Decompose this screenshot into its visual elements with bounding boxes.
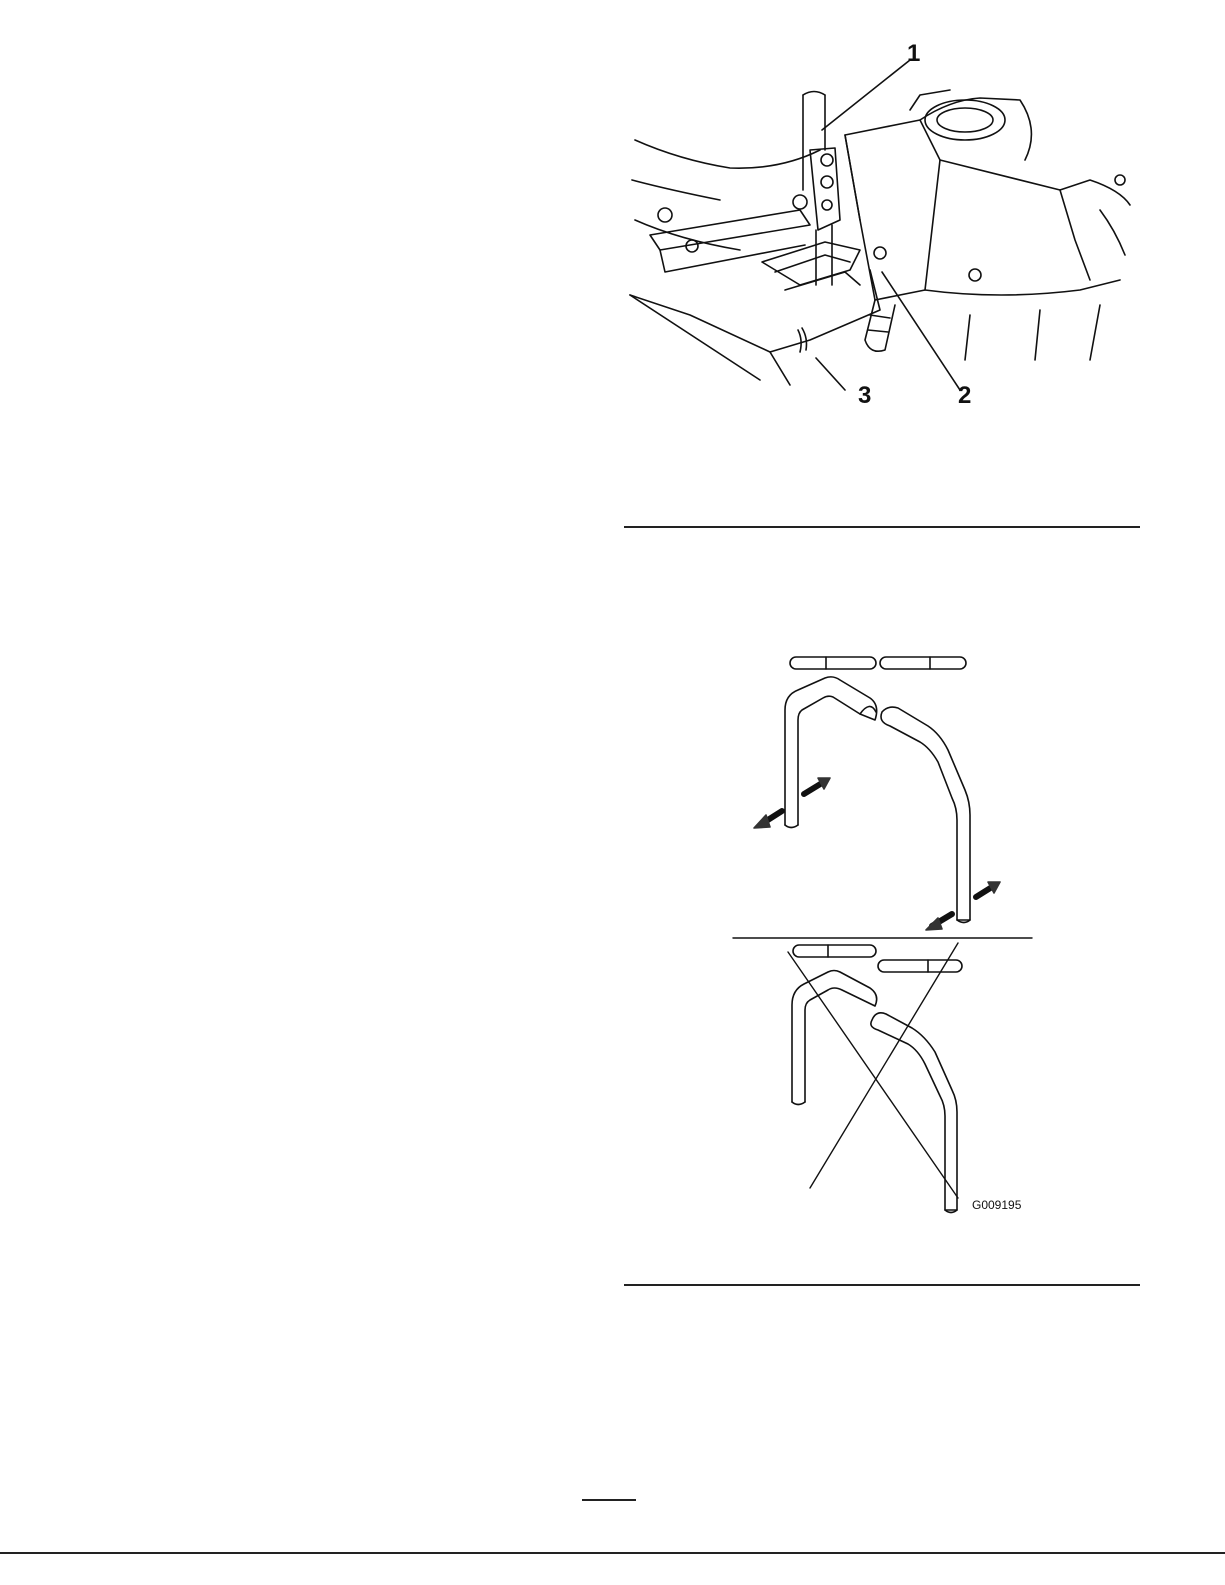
- callout-label-2: 2: [958, 382, 972, 409]
- machine-line-drawing: [620, 40, 1140, 420]
- figure-1-bottom-rule: [624, 526, 1140, 528]
- callout-label-1: 1: [907, 40, 921, 67]
- figure-2-bottom-rule: [624, 1284, 1140, 1286]
- footer-rule: [0, 1552, 1225, 1554]
- figure-code: G009195: [972, 1198, 1022, 1212]
- page-number-rule: [582, 1499, 636, 1501]
- roll-bar-line-drawing: [730, 650, 1040, 1220]
- callout-label-3: 3: [858, 382, 872, 409]
- figure-roll-bar-alignment: [730, 650, 1040, 1220]
- figure-machine-illustration: [620, 40, 1140, 420]
